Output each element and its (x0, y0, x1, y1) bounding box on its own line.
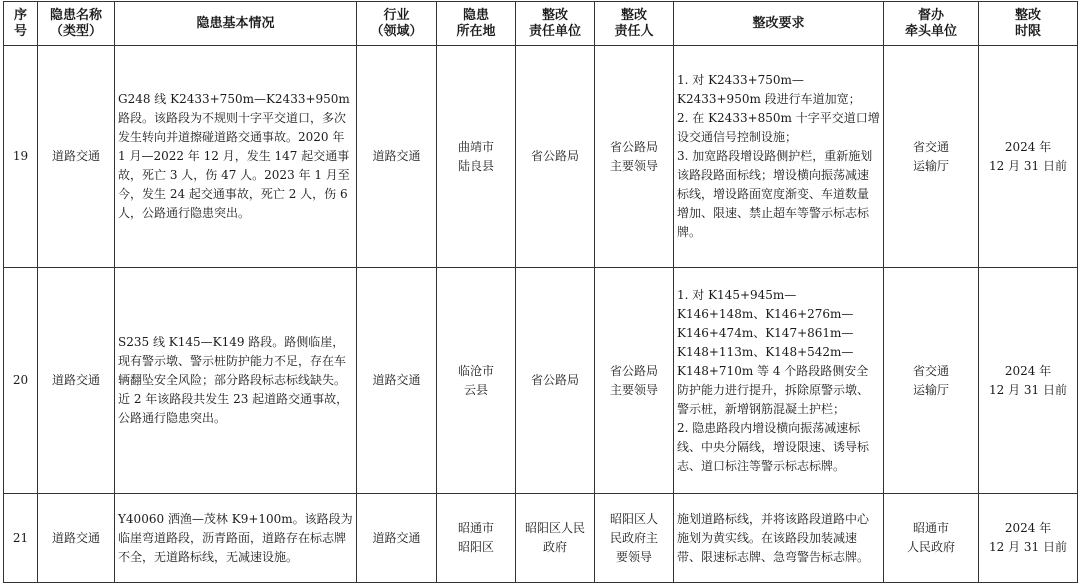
row-location: 昭通市 昭阳区 (437, 494, 516, 583)
row-req: 施划道路标线，并将该路段道路中心施划为黄实线。在该路段加装减速带、限速标志牌、急弯警告标志牌。 (674, 494, 884, 583)
header-desc: 隐患基本情况 (115, 2, 357, 46)
table-row (4, 494, 1078, 583)
header-seq: 序 号 (4, 2, 38, 46)
row-deadline: 2024 年 12 月 31 日前 (979, 268, 1078, 494)
header-industry: 行业 （领域） (357, 2, 437, 46)
row-desc: S235 线 K145—K149 路段。路侧临崖，现有警示墩、警示桩防护能力不足，存在车辆翻坠安全风险；部分路段标志标线缺失。近 2 年该路段共发生 23 起道路交通事故，公路通行隐患突出。 (115, 268, 357, 494)
row-industry: 道路交通 (357, 268, 437, 494)
row-lead: 省交通 运输厅 (884, 46, 979, 268)
row-lead: 昭通市 人民政府 (884, 494, 979, 583)
row-req: 1. 对 K145+945m—K146+148m、K146+276m—K146+474m、K147+861m—K148+113m、K148+542m—K148+710m 等 4 个路段路侧安全防护能力进行提升，拆除原警示墩、警示桩，新增钢筋混凝土护栏； 2. 隐患路段内增设横向振荡减速标线、中央分隔线，增设限速、诱导标志、道口标注等警示标志标牌。 (674, 268, 884, 494)
header-person: 整改 责任人 (595, 2, 674, 46)
header-location: 隐患 所在地 (437, 2, 516, 46)
row-unit: 省公路局 (516, 46, 595, 268)
row-unit: 省公路局 (516, 268, 595, 494)
row-name: 道路交通 (38, 268, 115, 494)
row-desc: G248 线 K2433+750m—K2433+950m 路段。该路段为不规则十字平交道口，多次发生转向并道擦碰道路交通事故。2020 年 1 月—2022 年 12 月，发生 147 起交通事故，死亡 3 人，伤 47 人。2023 年 1 月至今，发生 24 起交通事故，死亡 2 人，伤 6 人，公路通行隐患突出。 (115, 46, 357, 268)
header-req: 整改要求 (674, 2, 884, 46)
row-seq: 20 (4, 268, 38, 494)
row-deadline: 2024 年 12 月 31 日前 (979, 494, 1078, 583)
row-person: 省公路局 主要领导 (595, 46, 674, 268)
row-deadline: 2024 年 12 月 31 日前 (979, 46, 1078, 268)
row-industry: 道路交通 (357, 46, 437, 268)
row-name: 道路交通 (38, 494, 115, 583)
row-location: 临沧市 云县 (437, 268, 516, 494)
row-person: 昭阳区人 民政府主 要领导 (595, 494, 674, 583)
table-row (4, 46, 1078, 268)
header-deadline: 整改 时限 (979, 2, 1078, 46)
row-person: 省公路局 主要领导 (595, 268, 674, 494)
header-row (4, 2, 1078, 46)
row-req: 1. 对 K2433+750m—K2433+950m 段进行车道加宽； 2. 在 K2433+850m 十字平交道口增设交通信号控制设施； 3. 加宽路段增设路侧护栏，重新施划该路段路面标线；增设横向振荡减速标线，增设路面宽度渐变、车道数量增加、限速、禁止超车等警示标志标牌。 (674, 46, 884, 268)
row-seq: 19 (4, 46, 38, 268)
hazard-table (3, 1, 1078, 583)
table-row (4, 268, 1078, 494)
row-industry: 道路交通 (357, 494, 437, 583)
header-lead: 督办 牵头单位 (884, 2, 979, 46)
row-name: 道路交通 (38, 46, 115, 268)
row-location: 曲靖市 陆良县 (437, 46, 516, 268)
row-unit: 昭阳区人民 政府 (516, 494, 595, 583)
row-seq: 21 (4, 494, 38, 583)
header-unit: 整改 责任单位 (516, 2, 595, 46)
row-lead: 省交通 运输厅 (884, 268, 979, 494)
row-desc: Y40060 洒渔—茂林 K9+100m。该路段为临崖弯道路段，沥青路面，道路存在标志牌不全，无道路标线，无减速设施。 (115, 494, 357, 583)
header-name: 隐患名称 （类型） (38, 2, 115, 46)
